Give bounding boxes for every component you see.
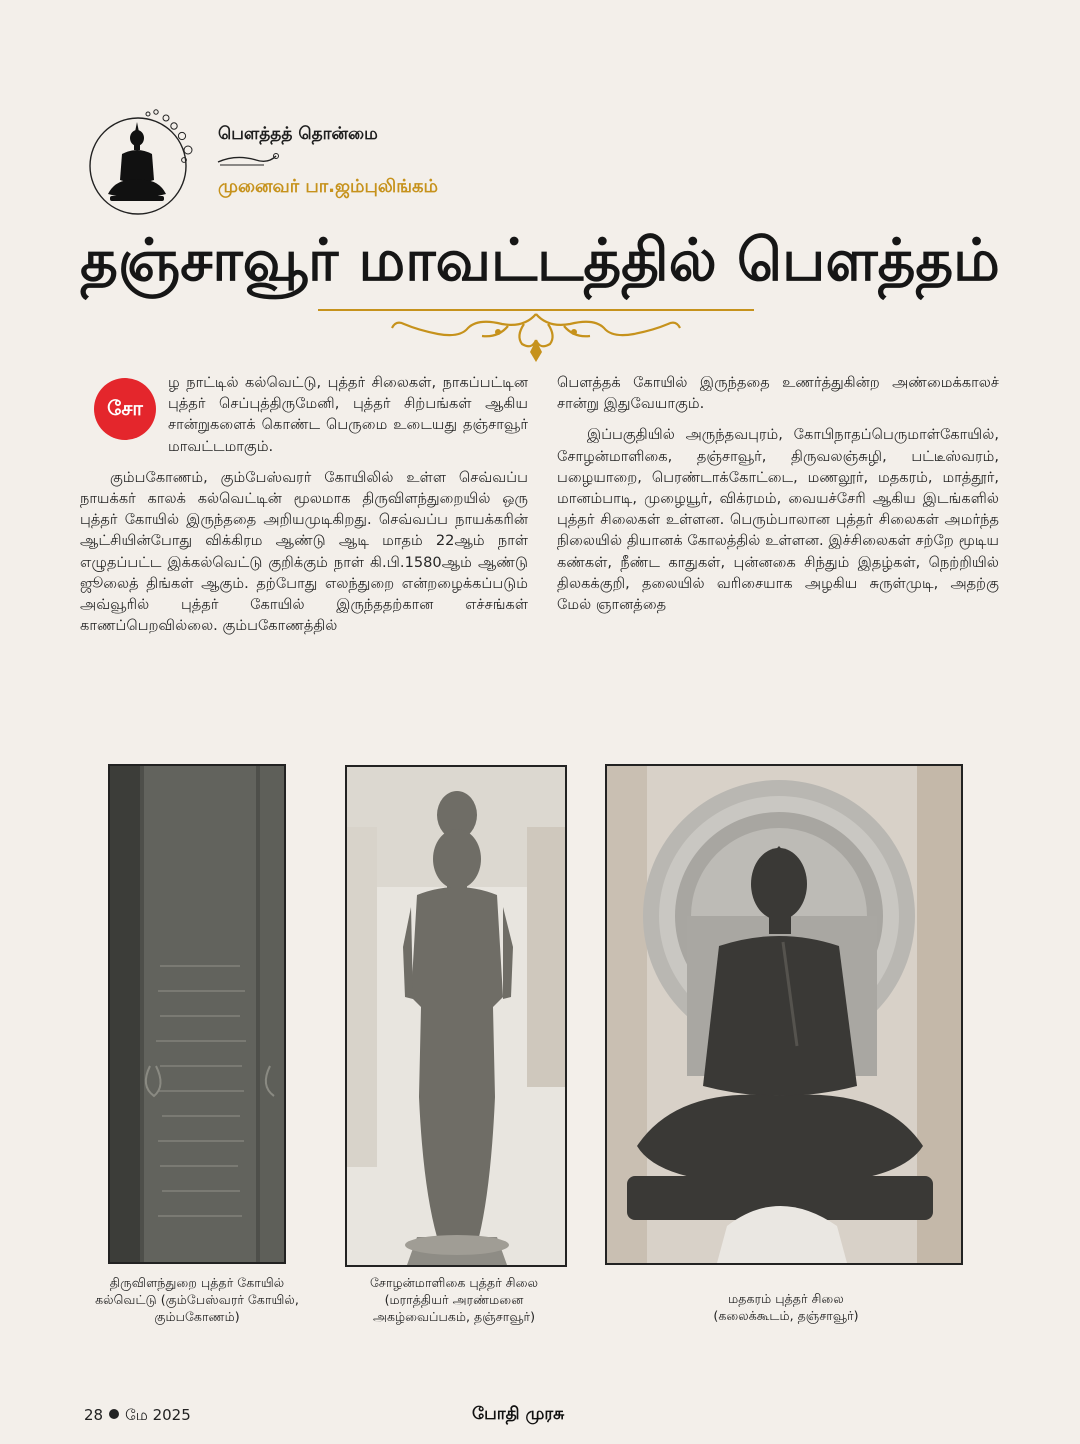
- paragraph: கும்பகோணம், கும்பேஸ்வரர் கோயிலில் உள்ள செவ்வப்ப நாயக்கர் காலக் கல்வெட்டின் மூலமாக திருவிளந்துறையில் ஒரு புத்தர் கோயில் இருந்ததை அறியமுடிகிறது. செவ்வப்ப நாயக்கரின் ஆட்சியின்போது விக்கிரம ஆண்டு ஆடி மாதம் 22ஆம் நாள் எழுதப்பட்ட இக்கல்வெட்டு குறிக்கும் நாள் கி.பி.1580ஆம் ஆண்டு ஜூலைத் திங்கள் ஆகும். தற்போது எலந்துறை என்றழைக்கப்படும் அவ்வூரில் புத்தர் கோயில் இருந்ததற்கான எச்சங்கள் காணப்பெறவில்லை. கும்பகோணத்தில்: [80, 468, 528, 635]
- drop-cap: சோ: [94, 378, 156, 440]
- paragraph-intro: ழ நாட்டில் கல்வெட்டு, புத்தர் சிலைகள், நாகப்பட்டின புத்தர் செப்புத்திருமேனி, புத்தர் சிற்பங்கள் ஆகிய சான்றுகளைக் கொண்ட பெருமை உடையது தஞ்சாவூர் மாவட்டமாகும்.: [168, 374, 528, 455]
- article-column-right: [557, 372, 999, 615]
- magazine-name: போதி முரசு: [472, 1404, 565, 1424]
- caption-line: திருவிளந்துறை புத்தர் கோயில்: [109, 1275, 285, 1290]
- paragraph: பௌத்தக் கோயில் இருந்ததை உணர்த்துகின்ற அண்மைக்காலச் சான்று இதுவேயாகும்.: [557, 374, 999, 413]
- inscription-photo: [108, 764, 286, 1264]
- inscription-stone-image: [110, 766, 284, 1262]
- caption-line: மதகரம் புத்தர் சிலை: [728, 1291, 844, 1306]
- photo-caption: [72, 1274, 322, 1325]
- bullet-icon: [109, 1409, 119, 1419]
- photo-caption: [656, 1290, 916, 1324]
- standing-buddha-photo: [345, 765, 567, 1267]
- caption-line: (கலைக்கூடம், தஞ்சாவூர்): [713, 1308, 859, 1323]
- article-column-left: [80, 372, 528, 636]
- issue-date: மே 2025: [125, 1406, 191, 1424]
- gold-divider-ornament-icon: [318, 306, 754, 364]
- page-number: 28: [84, 1406, 104, 1424]
- section-kicker: பௌத்தத் தொன்மை: [218, 124, 378, 144]
- paragraph: இப்பகுதியில் அருந்தவபுரம், கோபிநாதப்பெருமாள்கோயில், சோழன்மாளிகை, தஞ்சாவூர், திருவலஞ்சுழி, பட்டீஸ்வரம், பழையாறை, பெரண்டாக்கோட்டை, மணலூர், மதகரம், மாத்தூர், மானம்பாடி, முழையூர், விக்ரமம், வையச்சேரி ஆகிய இடங்களில் புத்தர் சிலைகள் உள்ளன. பெரும்பாலான புத்தர் சிலைகள் அமர்ந்த நிலையில் தியானக் கோலத்தில் உள்ளன. இச்சிலைகள் சற்றே மூடிய கண்கள், நீண்ட காதுகள், புன்னகை சிந்தும் இதழ்கள், நெற்றியில் திலகக்குறி, தலையில் வரிசையாக அழகிய சுருள்முடி, அதற்கு மேல் ஞானத்தை: [557, 426, 999, 614]
- page-folio: [84, 1406, 191, 1426]
- standing-buddha-image: [347, 767, 565, 1265]
- seated-buddha-photo: [605, 764, 963, 1265]
- caption-line: சோழன்மாளிகை புத்தர் சிலை: [369, 1275, 539, 1290]
- caption-line: கல்வெட்டு (கும்பேஸ்வரர் கோயில்,: [95, 1292, 299, 1307]
- author-name: முனைவர் பா.ஜம்புலிங்கம்: [218, 176, 438, 197]
- caption-line: அகழ்வைப்பகம், தஞ்சாவூர்): [372, 1309, 536, 1324]
- caption-line: கும்பகோணம்): [154, 1309, 240, 1324]
- swash-ornament-icon: [216, 150, 282, 168]
- seated-buddha-image: [607, 766, 961, 1263]
- photo-caption: [334, 1274, 574, 1325]
- buddha-logo-icon: [86, 108, 214, 218]
- caption-line: (மராத்தியர் அரண்மனை: [384, 1292, 524, 1307]
- article-headline: தஞ்சாவூர் மாவட்டத்தில் பௌத்தம்: [80, 226, 1000, 294]
